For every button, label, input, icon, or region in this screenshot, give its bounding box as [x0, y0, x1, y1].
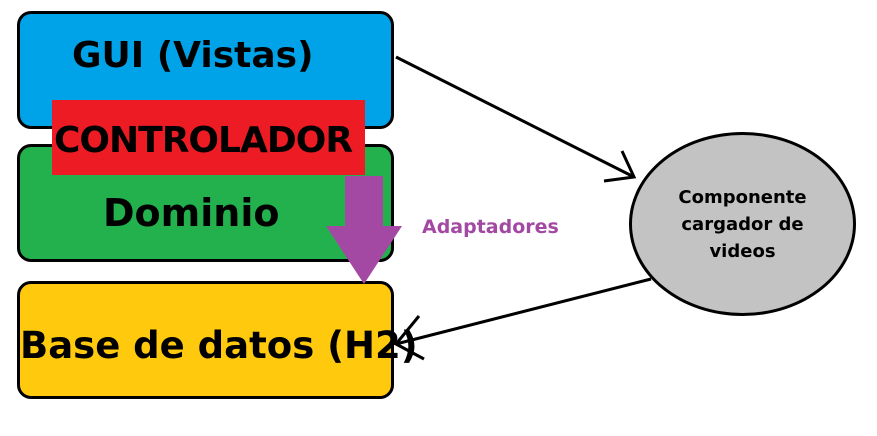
componente-label-line-2: cargador de [681, 213, 804, 235]
gui-to-componente-line [396, 57, 634, 177]
componente-label-line-3: videos [709, 240, 776, 262]
dominio-label: Dominio [103, 191, 280, 235]
base-datos-label: Base de datos (H2) [20, 324, 418, 367]
componente-circle [629, 132, 856, 316]
controlador-label: CONTROLADOR [54, 120, 353, 161]
gui-to-componente-arrowhead [604, 151, 634, 181]
componente-to-bd-line [396, 279, 651, 344]
componente-label-line-1: Componente [678, 186, 807, 208]
adaptadores-arrow [326, 176, 402, 284]
adaptadores-label: Adaptadores [422, 216, 559, 238]
gui-label: GUI (Vistas) [72, 35, 314, 76]
